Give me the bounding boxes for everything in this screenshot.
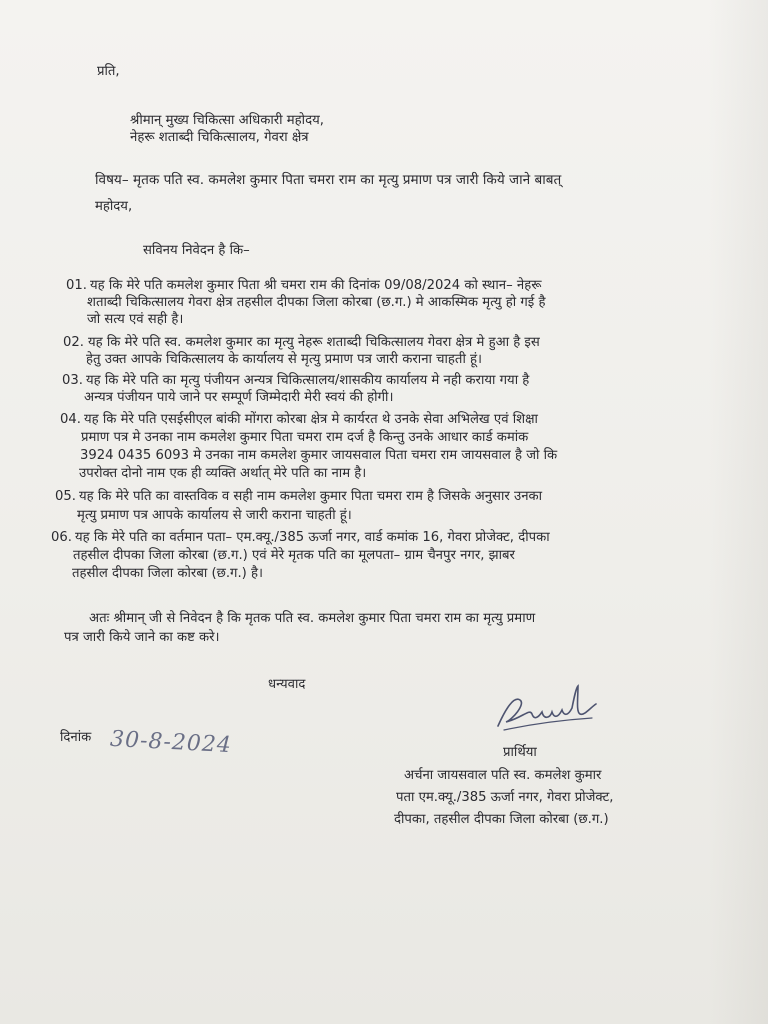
point-2-line-1: यह कि मेरे पति स्व. कमलेश कुमार का मृत्यु नेहरू शताब्दी चिकित्सालय गेवरा क्षेत्र मे हुआ है इस [88,335,540,350]
point-6-line-1: यह कि मेरे पति का वर्तमान पता– एम.क्यू./385 ऊर्जा नगर, वार्ड कमांक 16, गेवरा प्रोजेक्ट, दीपका [75,530,550,545]
point-5-line-1: यह कि मेरे पति का वास्तविक व सही नाम कमलेश कुमार पिता चमरा राम है जिसके अनुसार उनका [79,489,543,504]
point-4-line-3: 3924 0435 6093 मे उनका नाम कमलेश कुमार जायसवाल पिता चमरा राम जायसवाल है जो कि [80,448,558,463]
recipient-line-2: नेहरू शताब्दी चिकित्सालय, गेवरा क्षेत्र [130,130,309,145]
request-line-2: पत्र जारी किये जाने का कष्ट करे। [64,630,220,645]
applicant-line-3: दीपका, तहसील दीपका जिला कोरबा (छ.ग.) [394,812,609,827]
intro-line: सविनय निवेदन है कि– [143,243,250,258]
request-line-1: अतः श्रीमान् जी से निवेदन है कि मृतक पति स्व. कमलेश कुमार पिता चमरा राम का मृत्यु प्रमाण [89,611,536,626]
applicant-label: प्रार्थिया [503,745,537,760]
recipient-line-1: श्रीमान् मुख्य चिकित्सा अधिकारी महोदय, [130,113,324,128]
point-3-line-2: अन्यत्र पंजीयन पाये जाने पर सम्पूर्ण जिम्मेदारी मेरी स्वयं की होगी। [84,390,394,405]
point-2-line-2: हेतु उक्त आपके चिकित्सालय के कार्यालय से मृत्यु प्रमाण पत्र जारी कराना चाहती हूं। [86,352,483,367]
point-6-line-3: तहसील दीपका जिला कोरबा (छ.ग.) है। [72,566,263,581]
point-5-line-2: मृत्यु प्रमाण पत्र आपके कार्यालय से जारी कराना चाहती हूं। [77,508,352,523]
point-1-line-1: यह कि मेरे पति कमलेश कुमार पिता श्री चमरा राम की दिनांक 09/08/2024 को स्थान– नेहरू [90,278,542,293]
point-number: 03. [62,373,83,388]
point-number: 04. [60,412,81,427]
thanks-text: धन्यवाद [268,677,306,692]
point-1-line-2: शताब्दी चिकित्सालय गेवरा क्षेत्र तहसील दीपका जिला कोरबा (छ.ग.) मे आकस्मिक मृत्यु हो गई है [87,295,546,310]
point-1-line-3: जो सत्य एवं सही है। [87,312,184,327]
point-number: 06. [51,530,72,545]
point-4-line-1: यह कि मेरे पति एसईसीएल बांकी मोंगरा कोरबा क्षेत्र मे कार्यरत थे उनके सेवा अभिलेख एवं शिक्षा [84,412,538,427]
date-label: दिनांक [60,730,92,745]
applicant-line-2: पता एम.क्यू./385 ऊर्जा नगर, गेवरा प्रोजेक्ट, [396,790,614,805]
signature-image [492,678,602,738]
point-3-line-1: यह कि मेरे पति का मृत्यु पंजीयन अन्यत्र चिकित्सालय/शासकीय कार्यालय मे नही कराया गया है [86,373,530,388]
applicant-line-1: अर्चना जायसवाल पति स्व. कमलेश कुमार [404,768,602,783]
subject-line: विषय– मृतक पति स्व. कमलेश कुमार पिता चमरा राम का मृत्यु प्रमाण पत्र जारी किये जाने बाबत् [95,172,562,188]
point-4-line-4: उपरोक्त दोनो नाम एक ही व्यक्ति अर्थात् मेरे पति का नाम है। [79,466,367,481]
point-4-line-2: प्रमाण पत्र मे उनका नाम कमलेश कुमार पिता चमरा राम दर्ज है किन्तु उनके आधार कार्ड कमांक [81,430,529,445]
addressee-prefix: प्रति, [97,64,120,79]
page-shadow [708,0,768,1024]
salutation: महोदय, [95,199,133,214]
point-number: 05. [55,489,76,504]
handwritten-date: 30-8-2024 [109,726,233,759]
point-number: 02. [63,335,84,350]
point-number: 01. [66,278,87,293]
point-6-line-2: तहसील दीपका जिला कोरबा (छ.ग.) एवं मेरे मृतक पति का मूलपता– ग्राम चैनपुर नगर, झाबर [73,548,515,563]
